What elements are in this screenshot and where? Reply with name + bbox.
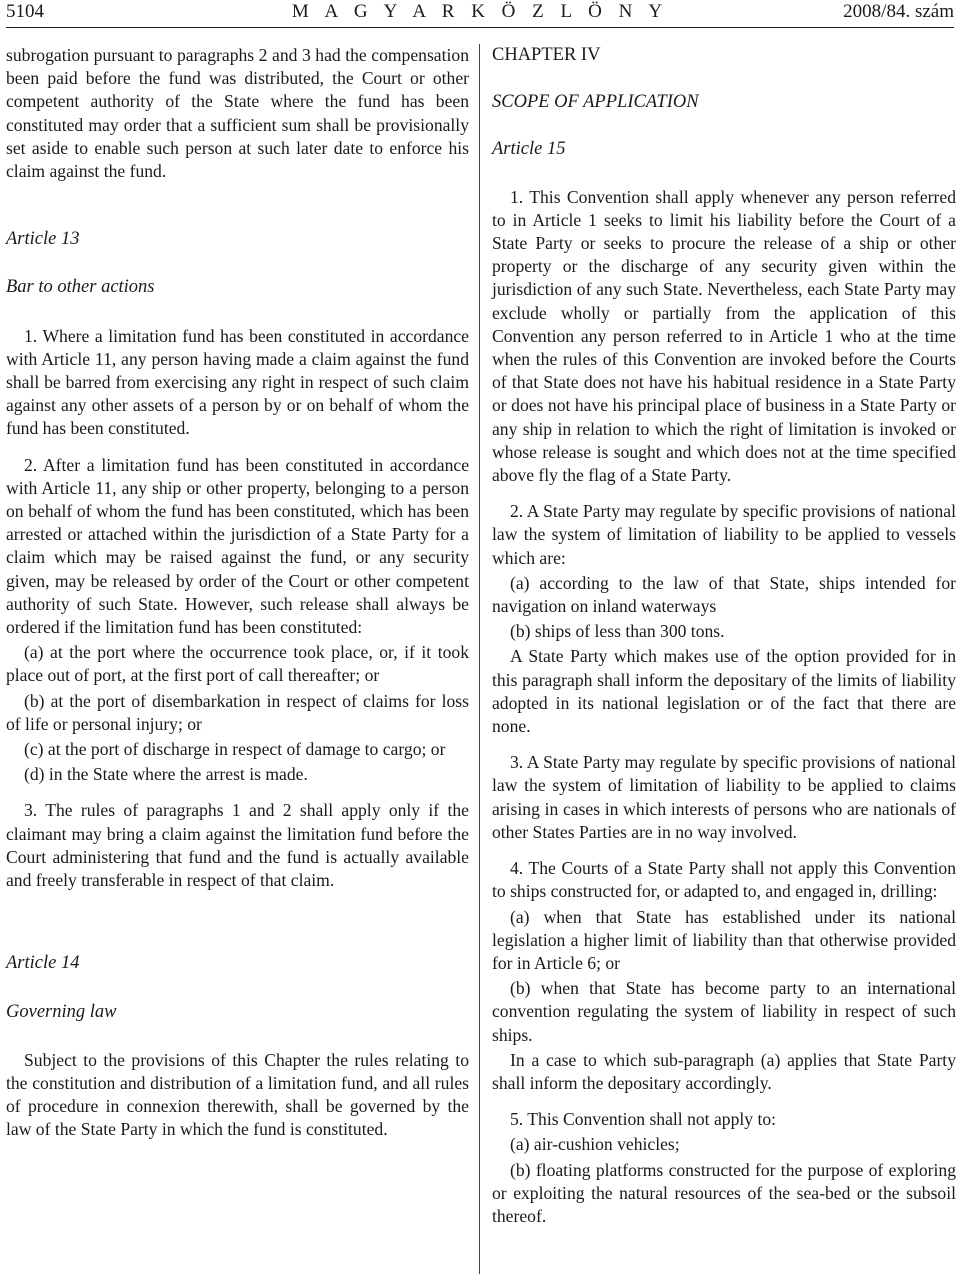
article-15-item-2b: (b) ships of less than 300 tons. — [510, 621, 725, 642]
article-13-item-b: (b) at the port of disembarkation in respect of claims for loss of life or personal injury; or — [6, 690, 469, 734]
issue-number: 2008/84. szám — [843, 1, 954, 22]
article-13-subtitle: Bar to other actions — [6, 277, 155, 298]
article-15-paragraph-5: 5. This Convention shall not apply to: — [510, 1109, 777, 1130]
continuation-paragraph: subrogation pursuant to paragraphs 2 and 3 had the compensation been paid before the fund was distributed, the Court or other competent authority of the State where the fund has been constituted may order that a sufficient sum shall be provisionally set aside to enable such person at such later date to enforce his claim against the fund. — [6, 45, 469, 182]
journal-title: M A G Y A R K Ö Z L Ö N Y — [291, 1, 669, 22]
page-number: 5104 — [6, 1, 44, 22]
left-column — [6, 44, 469, 1142]
header-rule — [6, 27, 954, 28]
article-15-paragraph-1: 1. This Convention shall apply whenever any person referred to in Article 1 seeks to limit his liability before the Court of a State Party or seeks to procure the release of a ship or other property or the discharge of any security given within the jurisdiction of any such State. Nevertheless, each State Party may exclude wholly or partially from the application of this Convention any person referred to in Article 1 who at the time when the rules of this Convention are invoked before the Courts of that State does not have his habitual residence in a State Party or does not have his principal place of business in a State Party or any ship in relation to which the right of limitation is invoked or whose release is sought and which does not at the time specified above fly the flag of a State Party. — [492, 186, 956, 486]
article-15-item-5b: (b) floating platforms constructed for the purpose of exploring or exploiting the natural resources of the sea-bed or the subsoil thereof. — [492, 1159, 956, 1226]
column-divider — [479, 44, 480, 1274]
article-13-title: Article 13 — [6, 229, 80, 250]
right-column — [492, 44, 956, 1228]
article-15-paragraph-4-note: In a case to which sub-paragraph (a) applies that State Party shall inform the depositary accordingly. — [492, 1049, 956, 1093]
article-13-item-a: (a) at the port where the occurrence took place, or, if it took place out of port, at the first port of call thereafter; or — [6, 642, 469, 686]
article-13-paragraph-3: 3. The rules of paragraphs 1 and 2 shall apply only if the claimant may bring a claim against the limitation fund before the Court administering that fund and the fund is actually available and freely transferable in respect of that claim. — [6, 800, 469, 891]
article-15-item-2a: (a) according to the law of that State, ships intended for navigation on inland waterways — [492, 572, 956, 617]
chapter-title: SCOPE OF APPLICATION — [492, 92, 699, 113]
article-14-paragraph: Subject to the provisions of this Chapter the rules relating to the constitution and distribution of a limitation fund, and all rules of procedure in connexion therewith, shall be governed by the law of the State Party in which the fund is constituted. — [6, 1049, 469, 1140]
article-15-paragraph-3: 3. A State Party may regulate by specific provisions of national law the system of limitation of liability to be applied to claims arising in cases in which interests of persons who are nationals of other States Parties are in no way involved. — [492, 752, 956, 842]
article-15-paragraph-2-note: A State Party which makes use of the option provided for in this paragraph shall inform the depositary of the limits of liability adopted in its national legislation or of the fact that there are none. — [492, 646, 956, 737]
article-15-paragraph-4: 4. The Courts of a State Party shall not apply this Convention to ships constructed for, or adapted to, and engaged in, drilling: — [492, 858, 956, 902]
article-13-item-d: (d) in the State where the arrest is made. — [24, 764, 308, 785]
article-13-paragraph-1: 1. Where a limitation fund has been constituted in accordance with Article 11, any person having made a claim against the fund shall be barred from exercising any right in respect of such claim against any other assets of a person by or on behalf of whom the fund has been constituted. — [6, 325, 469, 439]
article-13-paragraph-2: 2. After a limitation fund has been constituted in accordance with Article 11, any ship or other property, belonging to a person on behalf of whom the fund has been constituted, which has been arrested or attached within the jurisdiction of a State Party for a claim which may be raised against the fund, or any security given, may be released by order of the Court or other competent authority of such State. However, such release shall always be ordered if the limitation fund has been constituted: — [6, 454, 469, 638]
article-15-item-4a: (a) when that State has established under its national legislation a higher limit of liability than that otherwise provided for in Article 6; or — [492, 906, 956, 973]
article-13-item-c: (c) at the port of discharge in respect of damage to cargo; or — [24, 739, 446, 760]
chapter-number: CHAPTER IV — [492, 45, 601, 65]
article-14-title: Article 14 — [6, 953, 80, 974]
article-15-title: Article 15 — [492, 139, 566, 160]
article-15-item-5a: (a) air-cushion vehicles; — [510, 1134, 680, 1155]
page-header — [6, 0, 954, 27]
article-15-item-4b: (b) when that State has become party to an international convention regulating the system of liability in respect of such ships. — [492, 978, 956, 1045]
article-14-subtitle: Governing law — [6, 1001, 117, 1022]
article-15-paragraph-2: 2. A State Party may regulate by specific provisions of national law the system of limitation of liability to be applied to vessels which are: — [492, 501, 956, 568]
